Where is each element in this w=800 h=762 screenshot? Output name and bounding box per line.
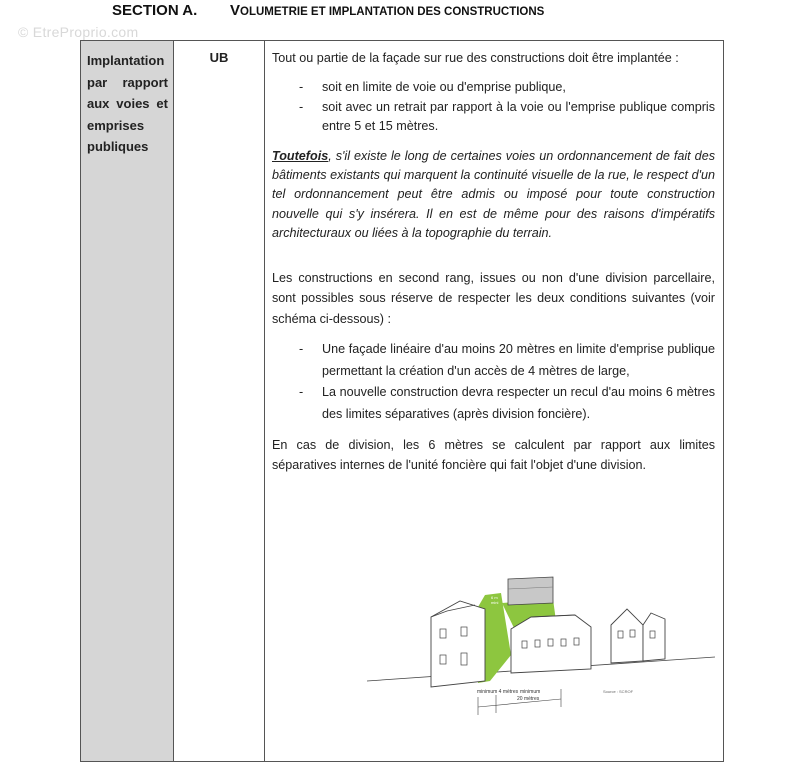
section-title: VOLUMETRIE ET IMPLANTATION DES CONSTRUCTIONS	[230, 2, 545, 19]
toutefois-word: Toutefois	[272, 148, 329, 163]
rules-table	[80, 40, 724, 762]
label-20m-line2: 20 mètres	[517, 696, 540, 702]
intro-paragraph: Tout ou partie de la façade sur rue des constructions doit être implantée :	[272, 51, 679, 65]
label-4m: minimum 4 mètres	[477, 689, 519, 695]
zone-label: UB	[209, 50, 229, 65]
toutefois-paragraph: Toutefois, s'il existe le long de certaines voies un ordonnancement de fait des bâtiments existants qui marquent la continuité visuelle de la rue, le respect d'un tel ordonnancement peut être admis ou imposé pour toute construction nouvelle qui s'y insérera. Il en est de même pour des raisons d'impératifs architecturaux ou liées à la topographie du terrain.	[272, 148, 715, 241]
topic-label: Implantation par rapport aux voies et emprises publiques	[87, 53, 168, 154]
label-20m-line1: minimum	[520, 689, 541, 695]
label-6m: 6 m	[491, 595, 498, 600]
section-label: SECTION A.	[112, 2, 198, 19]
implantation-diagram	[365, 569, 715, 734]
section-header	[112, 2, 544, 19]
division-paragraph: En cas de division, les 6 mètres se calculent par rapport aux limites séparatives internes de l'unité foncière qui fait l'objet d'une division.	[272, 438, 715, 472]
bullet-item: - Une façade linéaire d'au moins 20 mètres en limite d'emprise publique permettant la création d'un accès de 4 mètres de large,	[299, 342, 715, 378]
topic-column	[81, 41, 174, 761]
right-house	[611, 609, 643, 663]
new-building	[508, 577, 553, 605]
watermark: © EtreProprio.com	[18, 24, 139, 40]
bullet-item: - soit avec un retrait par rapport à la voie ou l'emprise publique compris entre 5 et 15 mètres.	[299, 99, 715, 134]
label-6m-mini: mini	[491, 600, 499, 605]
bullet-item: - La nouvelle construction devra respecter un recul d'au moins 6 mètres des limites séparatives (après division foncière).	[299, 385, 715, 421]
zone-column	[174, 41, 265, 761]
second-rang-paragraph: Les constructions en second rang, issues ou non d'une division parcellaire, sont possibles sous réserve de respecter les deux conditions suivantes (voir schéma ci-dessous) :	[272, 270, 715, 326]
rule-text	[272, 49, 715, 475]
bullet-item: - soit en limite de voie ou d'emprise publique,	[299, 80, 566, 95]
rule-text-column	[265, 41, 723, 761]
diagram-source: Source : SCROF	[603, 689, 634, 694]
